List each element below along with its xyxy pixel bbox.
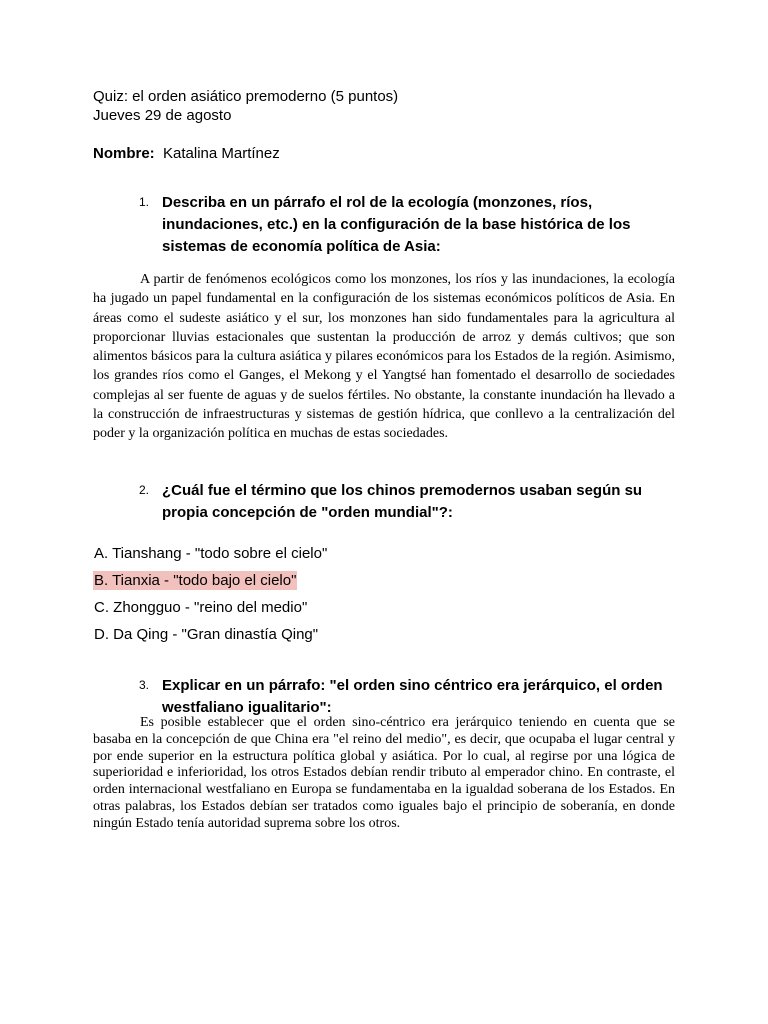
student-name: Katalina Martínez xyxy=(163,145,280,162)
option-d xyxy=(93,625,328,652)
quiz-header xyxy=(93,87,398,125)
question-1-text: Describa en un párrafo el rol de la ecología (monzones, ríos, inundaciones, etc.) en la configuración de la base histórica de los sistemas de economía política de Asia: xyxy=(162,194,631,255)
option-d-label: D. Da Qing - "Gran dinastía Qing" xyxy=(94,626,319,643)
question-3 xyxy=(93,675,683,719)
option-a-label: A. Tianshang - "todo sobre el cielo" xyxy=(94,545,328,562)
option-b-label: B. Tianxia - "todo bajo el cielo" xyxy=(94,572,297,589)
answer-1: A partir de fenómenos ecológicos como los monzones, los ríos y las inundaciones, la ecología ha jugado un papel fundamental en la configuración de los sistemas económicos políticos de Asia. En áreas como el sudeste asiático y el sur, los monzones han sido fundamentales para la agricultura al proporcionar lluvias estacionales que sustentan la producción de arroz y demás cultivos; que son alimentos básicos para la cultura asiática y pilares económicos para los Estados de la región. Asimismo, los grandes ríos como el Ganges, el Mekong y el Yangtsé han fomentado el desarrollo de sociedades complejas al ser fuente de aguas y de suelos fértiles. No obstante, la constante inundación ha llevado a la construcción de infraestructuras y sistemas de gestión hídrica, que conllevo a la centralización del poder y la organización política en muchas de estas sociedades. xyxy=(93,272,675,442)
name-label: Nombre: xyxy=(93,145,155,162)
question-2-options xyxy=(93,544,328,652)
option-b-selected xyxy=(93,571,328,598)
answer-3: Es posible establecer que el orden sino-céntrico era jerárquico teniendo en cuenta que se basaba en la concepción de que China era "el reino del medio", es decir, que ocupaba el lugar central y por ende superior en la estructura política global y asiática. Por lo cual, al regirse por una lógica de superioridad e inferioridad, los otros Estados debían rendir tributo al emperador chino. En contraste, el orden internacional westfaliano en Europa se fundamentaba en la igualdad soberana de los Estados. En otras palabras, los Estados debían ser tratados como iguales bajo el principio de soberanía, en donde ningún Estado tenía autoridad suprema sobre los otros. xyxy=(93,715,675,831)
question-2-text: ¿Cuál fue el término que los chinos premodernos usaban según su propia concepción de "orden mundial"?: xyxy=(162,482,643,521)
option-c xyxy=(93,598,328,625)
question-1 xyxy=(93,192,683,258)
question-3-number: 3. xyxy=(139,678,150,692)
option-c-label: C. Zhongguo - "reino del medio" xyxy=(94,599,308,616)
quiz-date: Jueves 29 de agosto xyxy=(93,107,232,124)
question-1-number: 1. xyxy=(139,195,150,209)
student-name-line xyxy=(93,144,280,163)
quiz-title: Quiz: el orden asiático premoderno (5 puntos) xyxy=(93,88,399,105)
question-2 xyxy=(93,480,683,524)
question-2-number: 2. xyxy=(139,483,150,497)
option-a xyxy=(93,544,328,571)
question-3-text: Explicar en un párrafo: "el orden sino céntrico era jerárquico, el orden westfaliano igualitario": xyxy=(162,677,663,716)
